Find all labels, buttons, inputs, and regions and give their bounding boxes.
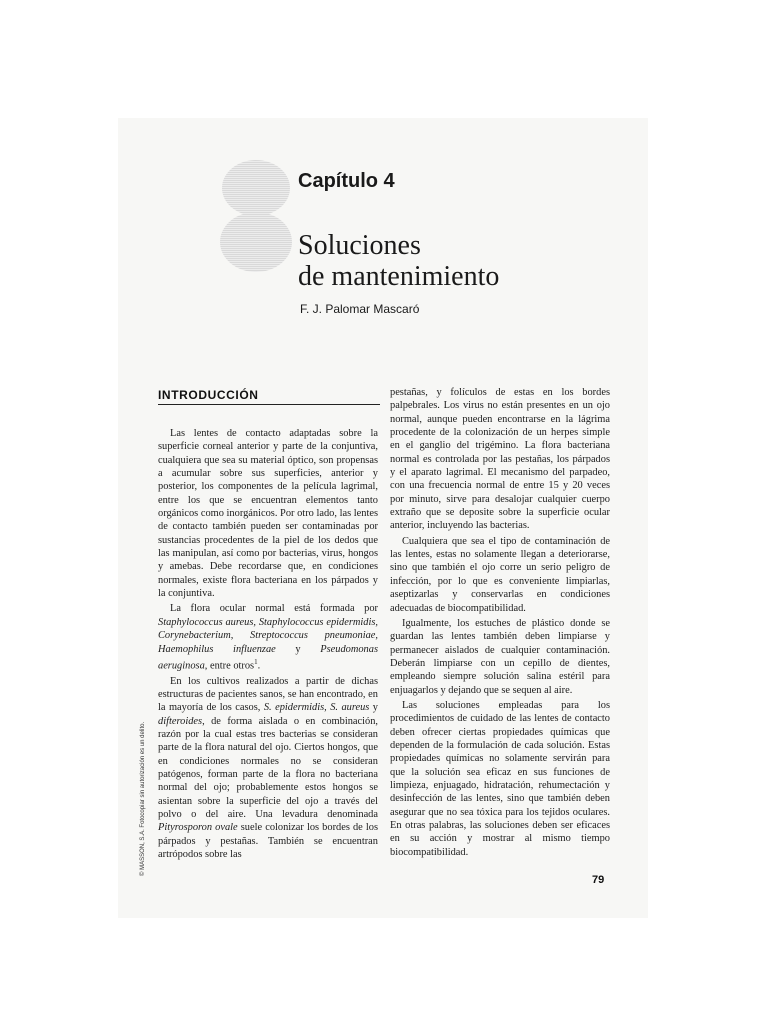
paragraph: Las lentes de contacto adaptadas sobre la superficie corneal anterior y parte de la conjuntiva, cualquiera que sea su material óptico, son propensas a acumular sobre sus superficies, anterior y posterior, los componentes de la película lagrimal, entre los que se encuentran elementos tanto orgánicos como inorgánicos. Por otro lado, las lentes de contacto también pueden ser contaminadas por sustancias procedentes de la piel de los dedos que las manipulan, así como por bacterias, virus, hongos y amebas. Debe recordarse que, en condiciones normales, existe flora bacteriana en los párpados y la conjuntiva.	[158, 428, 378, 600]
species-names: Staphylococcus aureus, Staphylococcus epidermidis, Corynebacterium, Streptococcus pneumoniae, Haemophilus influenzae	[158, 616, 378, 655]
paragraph: Igualmente, los estuches de plástico donde se guardan las lentes también deben limpiarse y permanecer aislados de cualquier contaminación. Deberán limpiarse con un cepillo de dientes, empleando siempre solución salina estéril para enjuagarlos y dejando que se sequen al aire.	[390, 617, 610, 696]
chapter-title-line-2: de mantenimiento	[298, 261, 500, 292]
species-names: S. epidermidis, S. aureus	[263, 702, 370, 714]
heading-rule	[158, 404, 380, 405]
text-run: , entre otros	[204, 660, 255, 672]
species-name: difteroides	[158, 715, 203, 727]
page-number: 79	[592, 874, 605, 886]
text-run: suele colonizar los bordes de los párpados y pestañas. También se encuentran artrópodos sobre las	[158, 822, 378, 861]
chapter-number-graphic	[218, 158, 294, 274]
species-name: Pityrosporon ovale	[158, 822, 238, 834]
paragraph: Cualquiera que sea el tipo de contaminación de las lentes, estas no solamente llegan a deteriorarse, sino que también el ojo corre un serio peligro de infección, por lo que es conveniente limpiarlas, aseptizarlas y conservarlas en condiciones adecuadas de biocompatibilidad.	[390, 535, 610, 614]
chapter-title-line-1: Soluciones	[298, 230, 421, 261]
section-heading: INTRODUCCIÓN	[158, 388, 259, 402]
chapter-label: Capítulo 4	[298, 170, 395, 192]
species-name: Pseudomonas aeruginosa	[158, 643, 378, 672]
paragraph: Las soluciones empleadas para los procedimientos de cuidado de las lentes de contacto deben ofrecer ciertas propiedades químicas que dependen de la formulación de cada solución. Estas propiedades químicas no solamente servirán para que la solución sea eficaz en sus funciones de limpieza, enjuagado, hidratación, rehumectación y desinfección de las lentes, sino que también deben asegurar que no sea tóxica para los tejidos oculares. En otras palabras, las soluciones deben ser eficaces en su acción y mostrar al mismo tiempo biocompatibilidad.	[390, 699, 610, 858]
chapter-title	[298, 230, 499, 292]
paragraph	[158, 675, 378, 862]
paragraph: pestañas, y folículos de estas en los bordes palpebrales. Los virus no están presentes en un ojo normal, aunque pueden encontrarse en la lágrima procedente de la colonización de un herpes simple en el ganglio del trigémino. La flora bacteriana normal es controlada por las pestañas, los párpados y el aparato lagrimal. El mecanismo del parpadeo, con una frecuencia normal de entre 15 y 20 veces por minuto, sirve para desalojar cualquier cuerpo extraño que se deposite sobre la superficie ocular anterior, incluyendo las bacterias.	[390, 387, 610, 532]
right-column	[390, 386, 610, 859]
reference-marker: 1	[254, 657, 258, 666]
copyright-notice: © MASSON, S.A. Fotocopiar sin autorización es un delito.	[140, 721, 146, 876]
text-run: y	[275, 643, 321, 655]
text-run: , de forma aislada o en combinación, razón por la cual estas tres bacterias se consideran parte de la flora natural del ojo. Ciertos hongos, que en condiciones normales no se consideran patógenos, forman parte de la flora no bacteriana normal del ojo; probablemente estos hongos se asientan sobre la superficie del ojo a través del polvo o del aire. Una levadura denominada	[158, 715, 378, 821]
paragraph	[158, 602, 378, 672]
author: F. J. Palomar Mascaró	[300, 302, 420, 316]
text-run: En los cultivos realizados a partir de dichas estructuras de pacientes sanos, se han encontrado, en la mayoría de los casos,	[158, 675, 378, 714]
left-column	[158, 427, 378, 861]
text-run: .	[257, 660, 261, 672]
text-run: La flora ocular normal está formada por	[170, 603, 378, 615]
text-run: y	[369, 702, 378, 714]
